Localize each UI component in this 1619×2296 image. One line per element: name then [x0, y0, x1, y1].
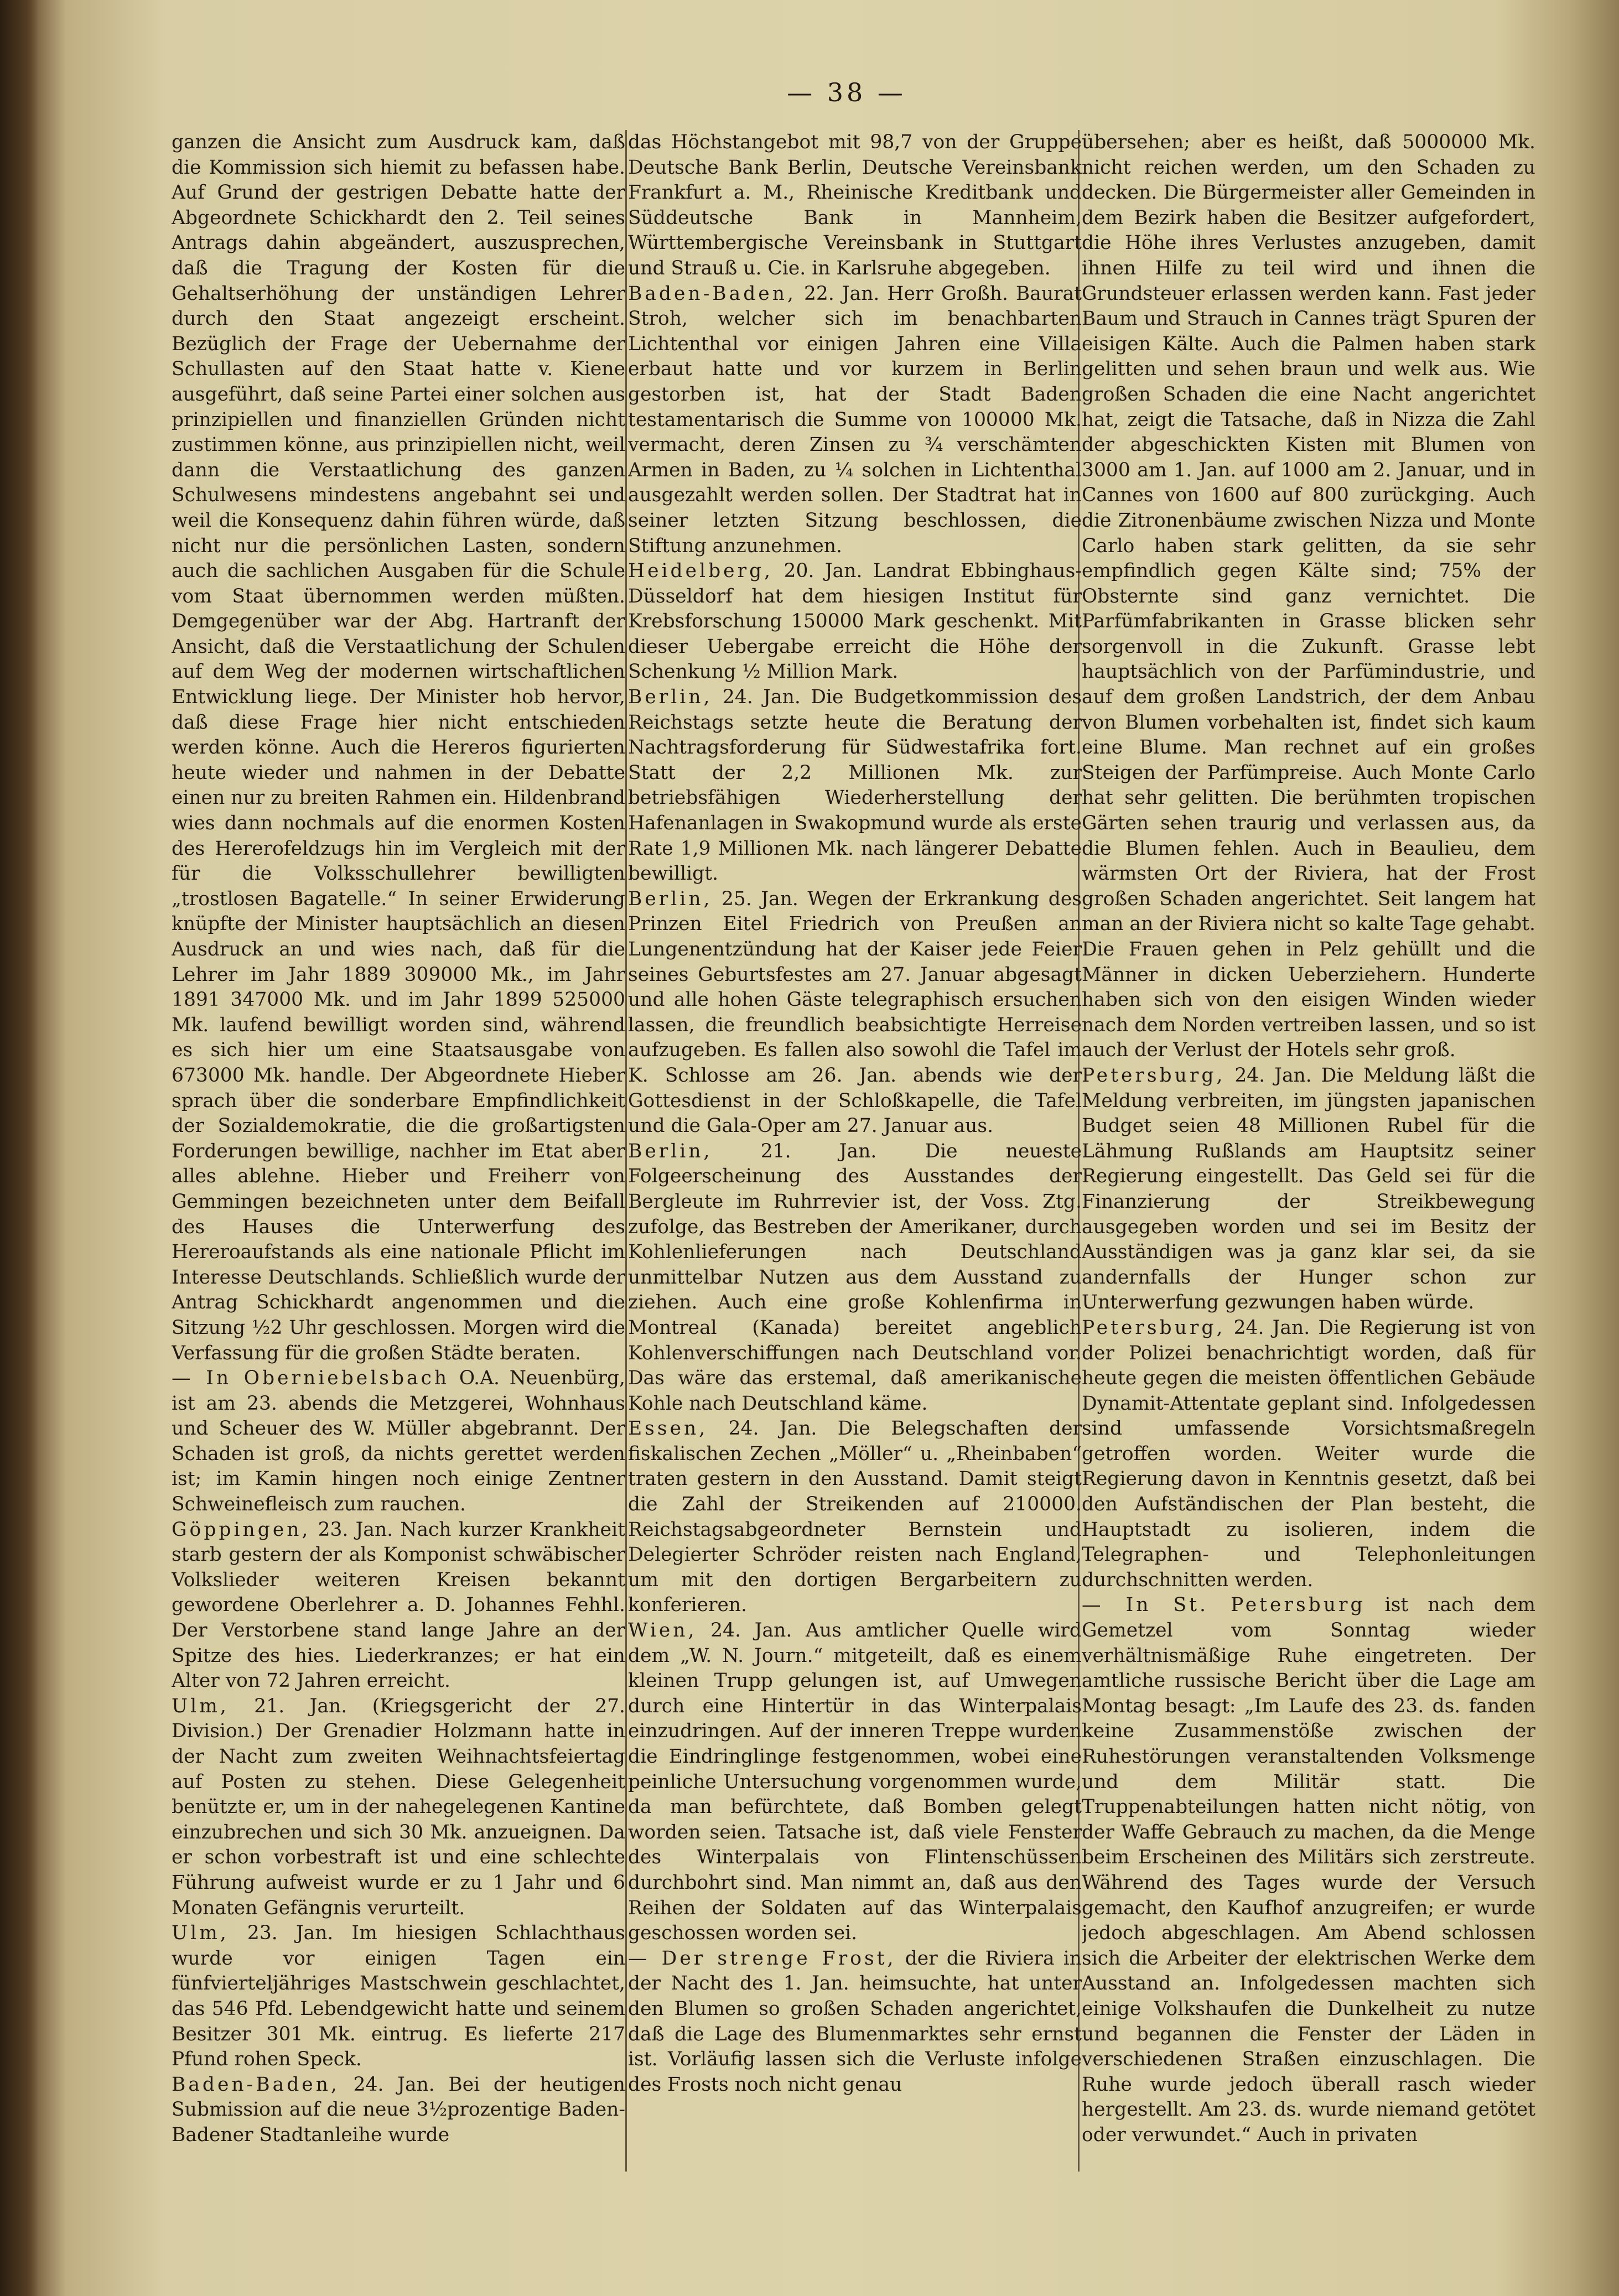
article-text: 23. Jan. Im hiesigen Schlachthaus wurde vor einigen Tagen ein fünfvierteljähriges Mastschwein geschlachtet, das 546 Pfd. Lebendgewicht hatte und seinem Besitzer 301 Mk. eintrug. Es lieferte 217 Pfund rohen Speck.	[172, 1922, 625, 2071]
article-text: 24. Jan. Bei der heutigen Submission auf die neue 3½prozentige Baden-Badener Stadtanleihe wurde	[172, 2073, 625, 2146]
article-text: 20. Jan. Landrat Ebbinghaus-Düsseldorf hat dem hiesigen Institut für Krebsforschung 150000 Mark geschenkt. Mit dieser Uebergabe erreicht die Höhe der Schenkung ½ Million Mark.	[628, 560, 1082, 683]
article-dateline: Berlin,	[628, 887, 713, 910]
page-number: — 38 —	[787, 77, 906, 107]
article-dateline: Heidelberg,	[628, 560, 774, 583]
article-text: 21. Jan. (Kriegsgericht der 27. Division.) Der Grenadier Holzmann hatte in der Nacht zum zweiten Weihnachtsfeiertag auf Posten zu stehen. Diese Gelegenheit benützte er, um in der nahegelegenen Kantine einzubrechen und sich 30 Mk. anzueignen. Da er schon vorbestraft ist und eine schlechte Führung aufweist wurde er zu 1 Jahr und 6 Monaten Gefängnis verurteilt.	[172, 1695, 625, 1919]
article-paragraph	[628, 685, 1082, 887]
article-text: 23. Jan. Nach kurzer Krankheit starb gestern der als Komponist schwäbischer Volkslieder weiteren Kreisen bekannt gewordene Oberlehrer a. D. Johannes Fehhl. Der Verstorbene stand lange Jahre an der Spitze des hies. Liederkranzes; er hat ein Alter von 72 Jahren erreicht.	[172, 1518, 625, 1692]
article-paragraph	[1082, 1063, 1535, 1316]
article-dateline: — In Oberniebelsbach	[172, 1367, 450, 1390]
article-text: 24. Jan. Die Budgetkommission des Reichstags setzte heute die Beratung der Nachtragsforderung für Südwestafrika fort. Statt der 2,2 Millionen Mk. zur betriebsfähigen Wiederherstellung der Hafenanlagen in Swakopmund wurde als erste Rate 1,9 Millionen Mk. nach längerer Debatte bewilligt.	[628, 686, 1082, 885]
article-paragraph	[628, 887, 1082, 1139]
book-spine	[0, 0, 39, 2296]
article-text: das Höchstangebot mit 98,7 von der Gruppe Deutsche Bank Berlin, Deutsche Vereinsbank Frankfurt a. M., Rheinische Kreditbank und Süddeutsche Bank in Mannheim, Württembergische Vereinsbank in Stuttgart und Strauß u. Cie. in Karlsruhe abgegeben.	[628, 131, 1082, 279]
article-paragraph	[1082, 1316, 1535, 1593]
article-dateline: Berlin,	[628, 1140, 713, 1162]
article-paragraph	[172, 1366, 625, 1518]
article-dateline: Göppingen,	[172, 1518, 311, 1541]
article-paragraph	[1082, 130, 1535, 1063]
article-text: der die Riviera in der Nacht des 1. Jan. heimsuchte, hat unter den Blumen so großen Schaden angerichtet, daß die Lage des Blumenmarktes sehr ernst ist. Vorläufig lassen sich die Verluste infolge des Frosts noch nicht genau	[628, 1947, 1082, 2096]
article-text: 24. Jan. Die Meldung läßt die Meldung verbreiten, im jüngsten japanischen Budget seien 48 Millionen Rubel für die Lähmung Rußlands am Hauptsitz seiner Regierung eingestellt. Das Geld sei für die Finanzierung der Streikbewegung ausgegeben worden und sei im Besitz der Ausständigen was ja ganz klar sei, da sie andernfalls der Hunger schon zur Unterwerfung gezwungen haben würde.	[1082, 1064, 1535, 1314]
article-paragraph	[628, 559, 1082, 685]
article-paragraph	[172, 130, 625, 1366]
article-paragraph	[628, 1416, 1082, 1618]
article-text: ganzen die Ansicht zum Ausdruck kam, daß die Kommission sich hiemit zu befassen habe. Auf Grund der gestrigen Debatte hatte der Abgeordnete Schickhardt den 2. Teil seines Antrags dahin abgeändert, auszusprechen, daß die Tragung der Kosten für die Gehaltserhöhung der unständigen Lehrer durch den Staat angezeigt erscheint. Bezüglich der Frage der Uebernahme der Schullasten auf den Staat hatte v. Kiene ausgeführt, daß seine Partei einer solchen aus prinzipiellen und finanziellen Gründen nicht zustimmen könne, aus prinzipiellen nicht, weil dann die Verstaatlichung des ganzen Schulwesens mindestens angebahnt sei und weil die Konsequenz dahin führen würde, daß nicht nur die persönlichen Lasten, sondern auch die sachlichen Ausgaben für die Schule vom Staat übernommen werden müßten. Demgegenüber war der Abg. Hartranft der Ansicht, daß die Verstaatlichung der Schulen auf dem Weg der modernen wirtschaftlichen Entwicklung liege. Der Minister hob hervor, daß diese Frage hier nicht entschieden werden könne. Auch die Hereros figurierten heute wieder und nahmen in der Debatte einen nur zu breiten Rahmen ein. Hildenbrand wies dann nochmals auf die enormen Kosten des Hererofeldzugs hin im Vergleich mit der für die Volksschullehrer bewilligten „trostlosen Bagatelle.“ In seiner Erwiderung knüpfte der Minister hauptsächlich an diesen Ausdruck an und wies nach, daß für die Lehrer im Jahr 1889 309000 Mk., im Jahr 1891 347000 Mk. und im Jahr 1899 525000 Mk. laufend bewilligt worden sind, während es sich hier um eine Staatsausgabe von 673000 Mk. handle. Der Abgeordnete Hieber sprach über die sonderbare Empfindlichkeit der Sozialdemokratie, die die großartigsten Forderungen bewillige, nachher im Etat aber alles ablehne. Hieber und Freiherr von Gemmingen bezeichneten unter dem Beifall des Hauses die Unterwerfung des Hereroaufstands als eine nationale Pflicht im Interesse Deutschlands. Schließlich wurde der Antrag Schickhardt angenommen und die Sitzung ½2 Uhr geschlossen. Morgen wird die Verfassung für die großen Städte beraten.	[172, 131, 625, 1364]
article-paragraph	[628, 130, 1082, 282]
article-text: 25. Jan. Wegen der Erkrankung des Prinzen Eitel Friedrich von Preußen an Lungenentzündung hat der Kaiser jede Feier seines Geburtsfestes am 27. Januar abgesagt und alle hohen Gäste telegraphisch ersuchen lassen, die freundlich beabsichtigte Herreise aufzugeben. Es fallen also sowohl die Tafel im K. Schlosse am 26. Jan. abends wie der Gottesdienst in der Schloßkapelle, die Tafel und die Gala-Oper am 27. Januar aus.	[628, 887, 1082, 1137]
article-paragraph	[172, 1921, 625, 2072]
article-dateline: — In St. Petersburg	[1082, 1594, 1366, 1617]
article-text: ist nach dem Gemetzel vom Sonntag wieder verhältnismäßige Ruhe eingetreten. Der amtliche russische Bericht über die Lage am Montag besagt: „Im Laufe des 23. ds. fanden keine Zusammenstöße zwischen der Ruhestörungen veranstaltenden Volksmenge und dem Militär statt. Die Truppenabteilungen hatten nicht nötig, von der Waffe Gebrauch zu machen, da die Menge beim Erscheinen des Militärs sich zerstreute. Während des Tages wurde der Versuch gemacht, den Kaufhof anzugreifen; er wurde jedoch abgeschlagen. Am Abend schlossen sich die Arbeiter der elektrischen Werke dem Ausstand an. Infolgedessen machten sich einige Volkshaufen die Dunkelheit zu nutze und begannen die Fenster der Läden in verschiedenen Straßen einzuschlagen. Die Ruhe wurde jedoch überall rasch wieder hergestellt. Am 23. ds. wurde niemand getötet oder verwundet.“ Auch in privaten	[1082, 1594, 1535, 2146]
article-text: 24. Jan. Aus amtlicher Quelle wird dem „W. N. Journ.“ mitgeteilt, daß es einem kleinen Trupp gelungen ist, auf Umwegen durch eine Hintertür in das Winterpalais einzudringen. Auf der inneren Treppe wurden die Eindringlinge festgenommen, wobei eine peinliche Untersuchung vorgenommen wurde, da man befürchtete, daß Bomben gelegt worden seien. Tatsache ist, daß viele Fenster des Winterpalais von Flintenschüssen durchbohrt sind. Man nimmt an, daß aus den Reihen der Soldaten auf das Winterpalais geschossen worden sei.	[628, 1619, 1082, 1945]
column-rule-1	[625, 130, 627, 2172]
article-paragraph	[628, 282, 1082, 559]
article-dateline: Wien,	[628, 1619, 697, 1642]
article-paragraph	[628, 1139, 1082, 1417]
article-text: O.A. Neuenbürg, ist am 23. abends die Metzgerei, Wohnhaus und Scheuer des W. Müller abgebrannt. Der Schaden ist groß, da nichts gerettet werden ist; im Kamin hingen noch einige Zentner Schweinefleisch zum rauchen.	[172, 1367, 625, 1516]
article-text: übersehen; aber es heißt, daß 5000000 Mk. nicht reichen werden, um den Schaden zu decken. Die Bürgermeister aller Gemeinden in dem Bezirk haben die Besitzer aufgefordert, die Höhe ihres Verlustes anzugeben, damit ihnen Hilfe zu teil wird und ihnen die Grundsteuer erlassen werden kann. Fast jeder Baum und Strauch in Cannes trägt Spuren der eisigen Kälte. Auch die Palmen haben stark gelitten und sehen braun und welk aus. Wie großen Schaden die eine Nacht angerichtet hat, zeigt die Tatsache, daß in Nizza die Zahl der abgeschickten Kisten mit Blumen von 3000 am 1. Jan. auf 1000 am 2. Januar, und in Cannes von 1600 auf 800 zurückging. Auch die Zitronenbäume zwischen Nizza und Monte Carlo haben stark gelitten, da sie sehr empfindlich gegen Kälte sind; 75% der Obsternte sind ganz vernichtet. Die Parfümfabrikanten in Grasse blicken sehr sorgenvoll in die Zukunft. Grasse lebt hauptsächlich von der Parfümindustrie, und auf dem großen Landstrich, der dem Anbau von Blumen vorbehalten ist, findet sich kaum eine Blume. Man rechnet auf ein großes Steigen der Parfümpreise. Auch Monte Carlo hat sehr gelitten. Die berühmten tropischen Gärten sehen traurig und verlassen aus, da die Blumen fehlen. Auch in Beaulieu, dem wärmsten Ort der Riviera, hat der Frost großen Schaden angerichtet. Seit langem hat man an der Riviera nicht so kalte Tage gehabt. Die Frauen gehen in Pelz gehüllt und die Männer in dicken Ueberziehern. Hunderte haben sich von den eisigen Winden wieder nach dem Norden vertreiben lassen, und so ist auch der Verlust der Hotels sehr groß.	[1082, 131, 1535, 1062]
article-dateline: Ulm,	[172, 1922, 229, 1945]
article-dateline: Berlin,	[628, 686, 713, 709]
column-2	[628, 130, 1082, 2216]
article-paragraph	[172, 2072, 625, 2148]
article-dateline: Petersburg,	[1082, 1064, 1226, 1087]
article-paragraph	[172, 1694, 625, 1921]
article-dateline: Ulm,	[172, 1695, 229, 1717]
article-text: 24. Jan. Die Belegschaften der fiskalischen Zechen „Möller“ u. „Rheinbaben“ traten gestern in den Ausstand. Damit steigt die Zahl der Streikenden auf 210000. Reichstagsabgeordneter Bernstein und Delegierter Schröder reisten nach England, um mit den dortigen Bergarbeitern zu konferieren.	[628, 1417, 1082, 1617]
article-paragraph	[628, 1618, 1082, 1946]
column-3	[1082, 130, 1535, 2216]
article-text: 24. Jan. Die Regierung ist von der Polizei benachrichtigt worden, daß für heute gegen die meisten öffentlichen Gebäude Dynamit-Attentate geplant sind. Infolgedessen sind umfassende Vorsichtsmaßregeln getroffen worden. Weiter wurde die Regierung davon in Kenntnis gesetzt, daß bei den Aufständischen der Plan besteht, die Hauptstadt zu isolieren, indem die Telegraphen- und Telephonleitungen durchschnitten werden.	[1082, 1316, 1535, 1591]
article-dateline: Baden-Baden,	[628, 282, 796, 305]
column-1	[172, 130, 625, 2216]
article-paragraph	[628, 1946, 1082, 2098]
article-dateline: Petersburg,	[1082, 1316, 1226, 1339]
article-text: 21. Jan. Die neueste Folgeerscheinung des Ausstandes der Bergleute im Ruhrrevier ist, der Voss. Ztg. zufolge, das Bestreben der Amerikaner, durch Kohlenlieferungen nach Deutschland unmittelbar Nutzen aus dem Ausstand zu ziehen. Auch eine große Kohlenfirma in Montreal (Kanada) bereitet angeblich Kohlenverschiffungen nach Deutschland vor. Das wäre das erstemal, daß amerikanische Kohle nach Deutschland käme.	[628, 1140, 1082, 1415]
article-paragraph	[1082, 1593, 1535, 2148]
article-dateline: — Der strenge Frost,	[628, 1947, 896, 1970]
article-text: 22. Jan. Herr Großh. Baurat Stroh, welcher sich im benachbarten Lichtenthal vor einigen Jahren eine Villa erbaut hatte und vor kurzem in Berlin gestorben ist, hat der Stadt Baden testamentarisch die Summe von 100000 Mk. vermacht, deren Zinsen zu ¾ verschämten Armen in Baden, zu ¼ solchen in Lichtenthal ausgezahlt werden sollen. Der Stadtrat hat in seiner letzten Sitzung beschlossen, die Stiftung anzunehmen.	[628, 282, 1082, 557]
article-paragraph	[172, 1518, 625, 1694]
article-dateline: Essen,	[628, 1417, 708, 1440]
article-dateline: Baden-Baden,	[172, 2073, 340, 2096]
